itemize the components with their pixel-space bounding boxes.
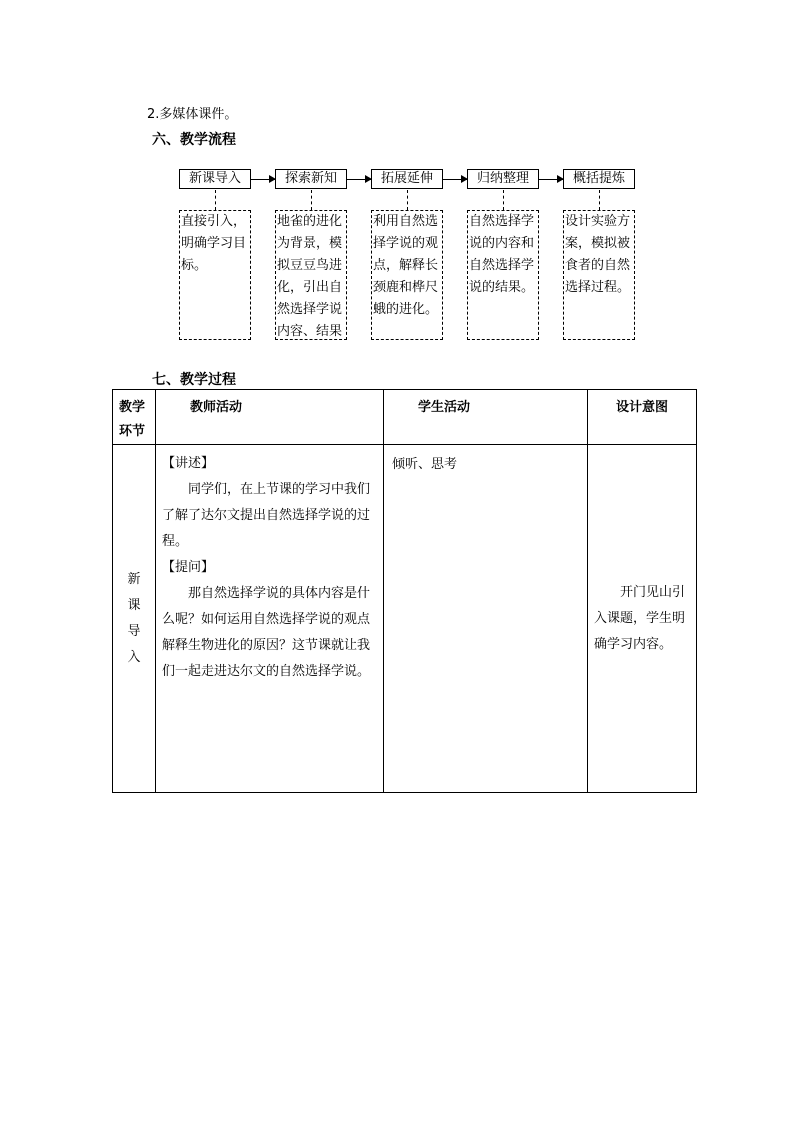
header-student: 学生活动 [384,390,588,445]
flow-arrow [443,179,467,180]
flow-desc-5: 设计实验方案，模拟被食者的自然选择过程。 [563,210,635,340]
flow-connector [311,190,312,210]
teacher-paragraph-2: 那自然选择学说的具体内容是什么呢？如何运用自然选择学说的观点解释生物进化的原因？这节课就让我们一起走进达尔文的自然选择学说。 [162,586,371,679]
flow-arrow [347,179,371,180]
table-header-row [113,390,697,445]
teacher-tag-question: 【提问】 [162,560,215,575]
flow-desc-4: 自然选择学说的内容和自然选择学说的结果。 [467,210,539,340]
flow-arrow [539,179,563,180]
intent-cell: 开门见山引入课题，学生明确学习内容。 [588,445,697,793]
header-intent: 设计意图 [588,390,697,445]
teacher-tag-lecture: 【讲述】 [162,456,215,471]
stage-cell: 新课导入 [113,445,156,793]
flow-connector [503,190,504,210]
table-row [113,445,697,793]
teaching-process-table [112,389,697,793]
flow-desc-2: 地雀的进化为背景，模拟豆豆鸟进化，引出自然选择学说内容、结果 [275,210,347,340]
flow-step-5: 概括提炼 [563,169,635,189]
flow-connector [215,190,216,210]
header-teacher: 教师活动 [156,390,384,445]
student-cell: 倾听、思考 [384,445,588,793]
flow-connector [599,190,600,210]
flow-arrow [251,179,275,180]
flow-step-1: 新课导入 [179,169,251,189]
teacher-cell [156,445,384,793]
section-6-title: 六、教学流程 [152,132,236,148]
teacher-paragraph-1: 同学们，在上节课的学习中我们了解了达尔文提出自然选择学说的过程。 [162,482,371,549]
flow-desc-1: 直接引入，明确学习目标。 [179,210,251,340]
flow-step-2: 探索新知 [275,169,347,189]
flow-step-4: 归纳整理 [467,169,539,189]
intro-line: 2.多媒体课件。 [147,107,238,122]
flow-step-3: 拓展延伸 [371,169,443,189]
header-stage: 教学环节 [113,390,156,445]
flow-connector [407,190,408,210]
flow-desc-3: 利用自然选择学说的观点，解释长颈鹿和桦尺蛾的进化。 [371,210,443,340]
section-7-title: 七、教学过程 [152,372,236,388]
